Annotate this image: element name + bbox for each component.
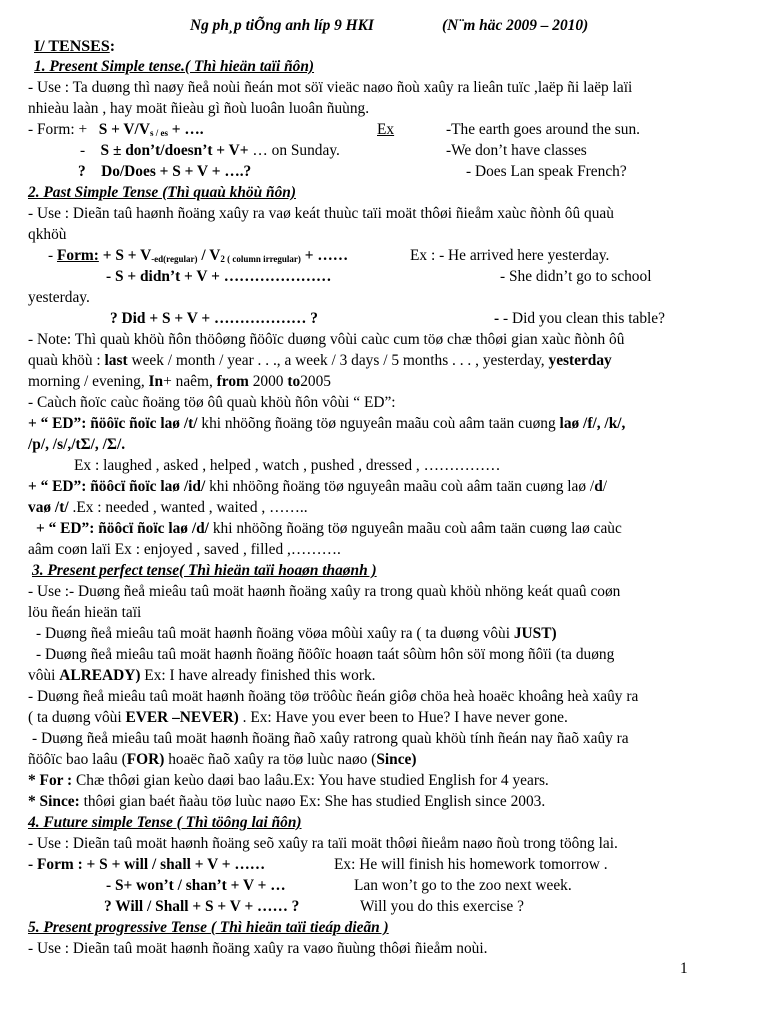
past-simple-note-3: morning / evening, In+ naêm, from 2000 to2005 bbox=[28, 373, 331, 390]
page-number: 1 bbox=[680, 960, 688, 977]
present-simple-example-3: - Does Lan speak French? bbox=[466, 163, 627, 180]
present-progressive-use: - Use : Dieãn taû moät haønh ñoäng xaûy ra vaøo ñuùng thôøi ñieåm noùi. bbox=[28, 940, 488, 957]
future-simple-negative: - S+ won’t / shan’t + V + … bbox=[106, 877, 286, 894]
present-simple-example-1: -The earth goes around the sun. bbox=[446, 121, 641, 138]
heading-past-simple: 2. Past Simple Tense (Thì quaù khöù ñôn) bbox=[28, 184, 296, 201]
past-simple-note-1: - Note: Thì quaù khöù ñôn thöôøng ñöôïc duøng vôùi caùc cum töø chæ thôøi gian xaùc ñònh ôû bbox=[28, 331, 625, 348]
ed-rule-1: + “ ED”: ñöôïc ñoïc laø /t/ khi nhöõng ñoäng töø nguyeân maãu coù aâm taän cuøng laø /f/, /k/, bbox=[28, 415, 626, 432]
present-perfect-use-9: ñöôïc bao laâu (FOR) hoaëc ñaõ xaûy ra töø luùc naøo (Since) bbox=[28, 751, 417, 768]
present-perfect-use-5: vôùi ALREADY) Ex: I have already finished this work. bbox=[28, 667, 376, 684]
past-simple-question: ? Did + S + V + ……………… ? bbox=[110, 310, 318, 327]
future-simple-question: ? Will / Shall + S + V + …… ? bbox=[104, 898, 300, 915]
past-simple-example-1: Ex : - He arrived here yesterday. bbox=[410, 247, 610, 264]
present-perfect-for: * For : Chæ thôøi gian keùo daøi bao laâu.Ex: You have studied English for 4 years. bbox=[28, 772, 549, 789]
heading-present-perfect: 3. Present perfect tense( Thì hieän taïi hoaøn thaønh ) bbox=[32, 562, 377, 579]
section-heading: I/ TENSES: bbox=[34, 38, 116, 55]
document-year: (N¨m häc 2009 – 2010) bbox=[442, 17, 589, 34]
example-label: Ex bbox=[377, 121, 395, 138]
past-simple-note-2: quaù khöù : last week / month / year . . ., a week / 3 days / 5 months . . . , yesterday, yesterday bbox=[28, 352, 612, 369]
past-simple-negative: - S + didn’t + V + ………………… bbox=[106, 268, 332, 285]
past-simple-example-2-cont: yesterday. bbox=[28, 289, 90, 306]
document-title: Ng ph¸p tiÕng anh líp 9 HKI bbox=[190, 17, 374, 34]
ed-rule-3-cont: aâm coøn laïi Ex : enjoyed , saved , filled ,………. bbox=[28, 541, 341, 558]
past-simple-example-2: - She didn’t go to school bbox=[500, 268, 652, 285]
ed-pronunciation-title: - Caùch ñoïc caùc ñoäng töø ôû quaù khöù ñôn vôùi “ ED”: bbox=[28, 394, 396, 411]
present-perfect-use-4: - Duøng ñeå mieâu taû moät haønh ñoäng ñöôïc hoaøn taát sôùm hôn söï mong ñôïi (ta duøng bbox=[36, 646, 615, 663]
future-simple-example-1: Ex: He will finish his homework tomorrow . bbox=[334, 856, 608, 873]
present-perfect-use-3: - Duøng ñeå mieâu taû moät haønh ñoäng vöøa môùi xaûy ra ( ta duøng vôùi JUST) bbox=[36, 625, 557, 642]
heading-present-simple: 1. Present Simple tense.( Thì hieän taïi ñôn) bbox=[34, 58, 315, 75]
present-perfect-use-2: löu ñeán hieän taïi bbox=[28, 604, 142, 621]
past-simple-use-2: qkhöù bbox=[28, 226, 67, 243]
present-perfect-use-1: - Use :- Duøng ñeå mieâu taû moät haønh ñoäng xaûy ra trong quaù khöù nhöng keát quaû coøn bbox=[28, 583, 621, 600]
present-simple-form: - Form: + $S + V/V_{s / es}$ + …. bbox=[28, 121, 204, 138]
present-simple-negative: - S ± don’t/doesn’t + V+ … on Sunday. bbox=[80, 142, 340, 159]
present-perfect-use-6: - Duøng ñeå mieâu taû moät haønh ñoäng töø tröôùc ñeán giôø chöa heà hoaëc khoâng heà xaûy ra bbox=[28, 688, 639, 705]
ed-rule-3: + “ ED”: ñöôcï ñoïc laø /d/ khi nhöõng ñoäng töø nguyeân maãu coù aâm taän cuøng laø caùc bbox=[36, 520, 622, 537]
future-simple-form: - Form : + S + will / shall + V + …… bbox=[28, 856, 266, 873]
past-simple-use-1: - Use : Dieãn taû haønh ñoäng xaûy ra vaø keát thuùc taïi moät thôøi ñieåm xaùc ñònh ôû quaù bbox=[28, 205, 614, 222]
future-simple-example-2: Lan won’t go to the zoo next week. bbox=[354, 877, 572, 894]
present-simple-use-2: nhieàu laàn , hay moät ñieàu gì ñoù luoân luoân ñuùng. bbox=[28, 100, 370, 117]
present-simple-question: ? Do/Does + S + V + ….? bbox=[78, 163, 252, 180]
past-simple-example-3: - - Did you clean this table? bbox=[494, 310, 665, 327]
ed-rule-2-cont: vaø /t/ .Ex : needed , wanted , waited , …….. bbox=[28, 499, 308, 516]
ed-rule-2: + “ ED”: ñöôcï ñoïc laø /id/ khi nhöõng ñoäng töø nguyeân maãu coù aâm taän cuøng laø /d/ bbox=[28, 478, 608, 495]
present-perfect-use-7: ( ta duøng vôùi EVER –NEVER) . Ex: Have you ever been to Hue? I have never gone. bbox=[28, 709, 568, 726]
future-simple-use: - Use : Dieãn taû moät haønh ñoäng seõ xaûy ra taïi moät thôøi ñieåm naøo ñoù trong töông lai. bbox=[28, 835, 618, 852]
past-simple-form: - Form: + $S + V_{-ed(regular)} / V_{2 ( column irregular)}$ + …… bbox=[48, 247, 349, 264]
future-simple-example-3: Will you do this exercise ? bbox=[360, 898, 524, 915]
present-simple-example-2: -We don’t have classes bbox=[446, 142, 587, 159]
ed-rule-1-example: Ex : laughed , asked , helped , watch , pushed , dressed , …………… bbox=[74, 457, 501, 474]
heading-future-simple: 4. Future simple Tense ( Thì töông lai ñôn) bbox=[28, 814, 302, 831]
present-simple-use-1: - Use : Ta duøng thì naøy ñeå noùi ñeán mot söï vieäc naøo ñoù xaûy ra lieân tuïc ,laëp ñi laëp laïi bbox=[28, 79, 633, 96]
ed-rule-1-sounds: /p/, /s/,/tΣ/, /Σ/. bbox=[28, 436, 126, 453]
heading-present-progressive: 5. Present progressive Tense ( Thì hieän taïi tieáp dieãn ) bbox=[28, 919, 389, 936]
present-perfect-use-8: - Duøng ñeå mieâu taû moät haønh ñoäng ñaõ xaûy ratrong quaù khöù tính ñeán nay ñaõ xaûy ra bbox=[32, 730, 629, 747]
present-perfect-since: * Since: thôøi gian baét ñaàu töø luùc naøo Ex: She has studied English since 2003. bbox=[28, 793, 546, 810]
